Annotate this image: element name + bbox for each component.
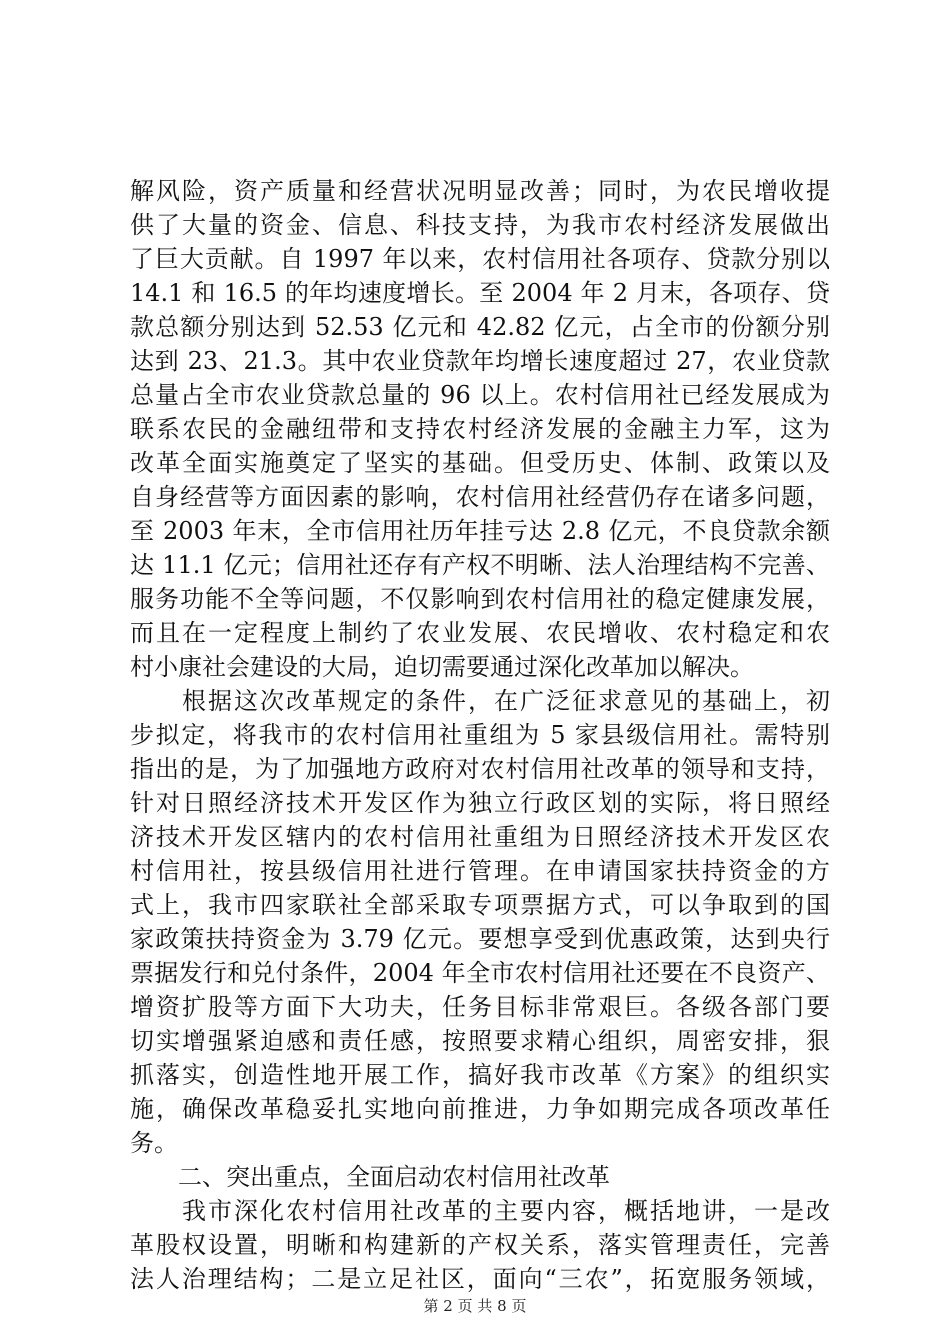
text-line: 抓落实，创造性地开展工作，搞好我市改革《方案》的组织实	[130, 1061, 830, 1089]
paragraph-start-line: 根据这次改革规定的条件，在广泛征求意见的基础上，初	[130, 687, 830, 715]
text-line: 家政策扶持资金为 3.79 亿元。要想享受到优惠政策，达到央行	[130, 925, 830, 953]
text-line: 务。	[130, 1129, 178, 1157]
text-line: 法人治理结构；二是立足社区，面向“三农”，拓宽服务领域，	[130, 1265, 830, 1293]
text-line: 了巨大贡献。自 1997 年以来，农村信用社各项存、贷款分别以	[130, 245, 830, 273]
text-line: 革股权设置，明晰和构建新的产权关系，落实管理责任，完善	[130, 1231, 830, 1259]
page-number-footer: 第 2 页 共 8 页	[423, 1297, 527, 1315]
text-line: 票据发行和兑付条件，2004 年全市农村信用社还要在不良资产、	[130, 959, 830, 987]
paragraph-start-line: 我市深化农村信用社改革的主要内容，概括地讲，一是改	[130, 1197, 830, 1225]
text-line: 村信用社，按县级信用社进行管理。在申请国家扶持资金的方	[130, 857, 830, 885]
text-line: 联系农民的金融纽带和支持农村经济发展的金融主力军，这为	[130, 415, 830, 443]
text-line: 指出的是，为了加强地方政府对农村信用社改革的领导和支持，	[130, 755, 830, 783]
text-line: 供了大量的资金、信息、科技支持，为我市农村经济发展做出	[130, 211, 830, 239]
text-line: 改革全面实施奠定了坚实的基础。但受历史、体制、政策以及	[130, 449, 830, 477]
text-line: 而且在一定程度上制约了农业发展、农民增收、农村稳定和农	[130, 619, 830, 647]
text-line: 服务功能不全等问题，不仅影响到农村信用社的稳定健康发展，	[130, 585, 830, 613]
text-line: 至 2003 年末，全市信用社历年挂亏达 2.8 亿元，不良贷款余额	[130, 517, 830, 545]
section-heading: 二、突出重点，全面启动农村信用社改革	[130, 1163, 610, 1191]
text-line: 步拟定，将我市的农村信用社重组为 5 家县级信用社。需特别	[130, 721, 830, 749]
text-line: 自身经营等方面因素的影响，农村信用社经营仍存在诸多问题，	[130, 483, 830, 511]
text-line: 式上，我市四家联社全部采取专项票据方式，可以争取到的国	[130, 891, 830, 919]
text-line: 达到 23、21.3。其中农业贷款年均增长速度超过 27，农业贷款	[130, 347, 830, 375]
text-line: 施，确保改革稳妥扎实地向前推进，力争如期完成各项改革任	[130, 1095, 830, 1123]
text-line: 达 11.1 亿元；信用社还存有产权不明晰、法人治理结构不完善、	[130, 551, 830, 579]
text-line: 切实增强紧迫感和责任感，按照要求精心组织，周密安排，狠	[130, 1027, 830, 1055]
text-line: 款总额分别达到 52.53 亿元和 42.82 亿元，占全市的份额分别	[130, 313, 830, 341]
text-line: 总量占全市农业贷款总量的 96 以上。农村信用社已经发展成为	[130, 381, 830, 409]
text-line: 济技术开发区辖内的农村信用社重组为日照经济技术开发区农	[130, 823, 830, 851]
text-line: 增资扩股等方面下大功夫，任务目标非常艰巨。各级各部门要	[130, 993, 830, 1021]
text-line: 村小康社会建设的大局，迫切需要通过深化改革加以解决。	[130, 653, 754, 681]
text-line: 14.1 和 16.5 的年均速度增长。至 2004 年 2 月末，各项存、贷	[130, 279, 830, 307]
text-line: 解风险，资产质量和经营状况明显改善；同时，为农民增收提	[130, 177, 830, 205]
text-line: 针对日照经济技术开发区作为独立行政区划的实际，将日照经	[130, 789, 830, 817]
